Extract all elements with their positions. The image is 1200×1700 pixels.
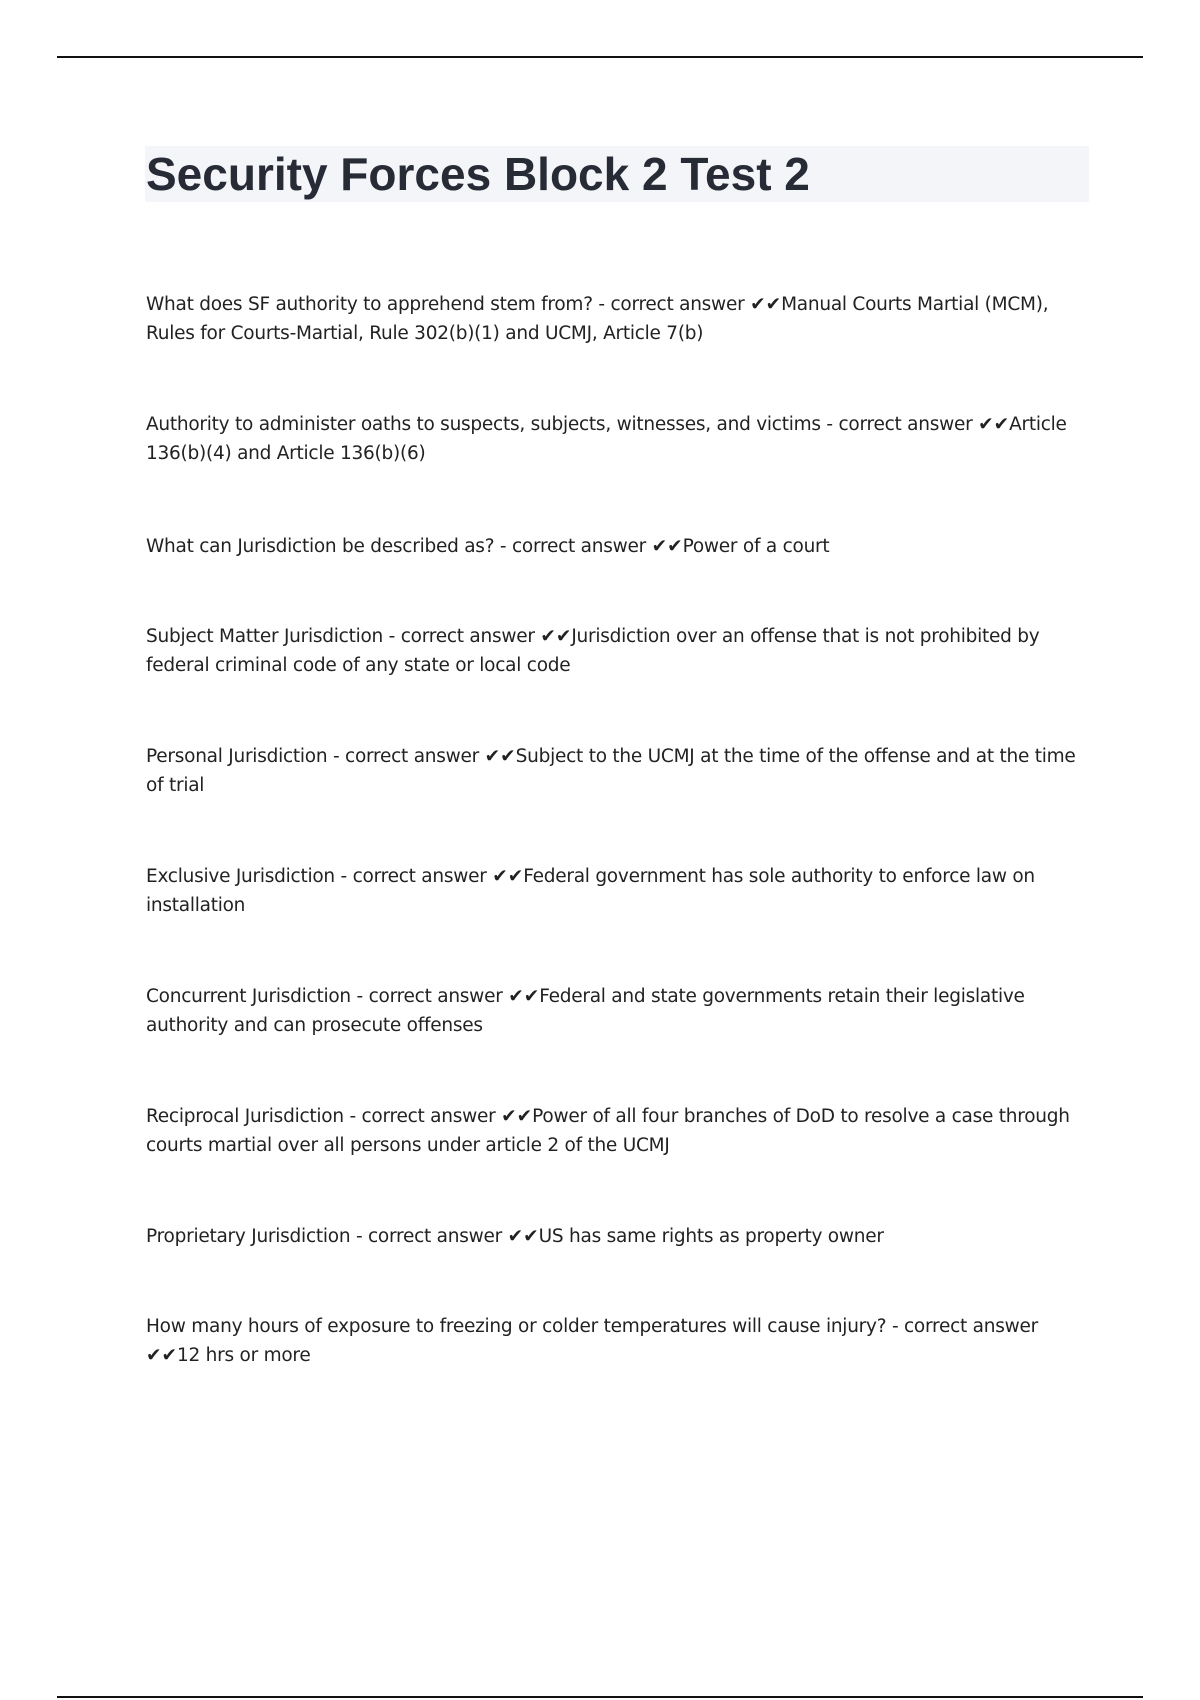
answer-separator: - correct answer (327, 746, 485, 767)
question-text: Personal Jurisdiction (146, 746, 328, 767)
qa-item (146, 742, 1086, 800)
answer-text: Subject to the UCMJ at the time of the offense and at the time of trial (146, 746, 1076, 796)
double-check-icon: ✔✔ (651, 536, 683, 557)
answer-separator: - correct answer (343, 1106, 502, 1127)
answer-separator: - correct answer (350, 986, 509, 1007)
question-text: Authority to administer oaths to suspects, subjects, witnesses, and victims (146, 414, 821, 435)
question-text: What can Jurisdiction be described as? (146, 536, 495, 557)
answer-text: Power of all four branches of DoD to resolve a case through courts martial over all persons under article 2 of the UCMJ (146, 1106, 1070, 1156)
question-text: Reciprocal Jurisdiction (146, 1106, 344, 1127)
double-check-icon: ✔✔ (492, 866, 524, 887)
answer-separator: - correct answer (350, 1226, 508, 1247)
double-check-icon: ✔✔ (540, 626, 572, 647)
answer-text: 12 hrs or more (177, 1345, 311, 1366)
qa-item (146, 622, 1086, 680)
answer-separator: - correct answer (820, 414, 979, 435)
question-text: Concurrent Jurisdiction (146, 986, 351, 1007)
qa-item (146, 410, 1086, 468)
page-title: Security Forces Block 2 Test 2 (146, 148, 810, 200)
double-check-icon: ✔✔ (501, 1106, 533, 1127)
question-text: What does SF authority to apprehend stem from? (146, 294, 593, 315)
answer-separator: - correct answer (383, 626, 541, 647)
bottom-rule (57, 1696, 1143, 1698)
question-text: Proprietary Jurisdiction (146, 1226, 351, 1247)
qa-item (146, 1102, 1086, 1160)
qa-item (146, 532, 1086, 561)
answer-text: Jurisdiction over an offense that is not prohibited by federal criminal code of any state or local code (146, 626, 1040, 676)
question-text: How many hours of exposure to freezing or colder temperatures will cause injury? (146, 1316, 887, 1337)
question-text: Exclusive Jurisdiction (146, 866, 335, 887)
answer-separator: - correct answer (592, 294, 751, 315)
answer-separator: - correct answer (334, 866, 493, 887)
answer-separator: - correct answer (886, 1316, 1038, 1337)
double-check-icon: ✔✔ (484, 746, 516, 767)
double-check-icon: ✔✔ (146, 1345, 178, 1366)
answer-text: Article 136(b)(4) and Article 136(b)(6) (146, 414, 1067, 464)
double-check-icon: ✔✔ (508, 986, 540, 1007)
answer-text: Federal government has sole authority to enforce law on installation (146, 866, 1035, 916)
answer-text: Federal and state governments retain their legislative authority and can prosecute offenses (146, 986, 1025, 1036)
double-check-icon: ✔✔ (978, 414, 1010, 435)
question-text: Subject Matter Jurisdiction (146, 626, 384, 647)
qa-item (146, 1222, 1086, 1251)
answer-separator: - correct answer (494, 536, 652, 557)
top-rule (57, 56, 1143, 58)
double-check-icon: ✔✔ (507, 1226, 539, 1247)
answer-text: US has same rights as property owner (538, 1226, 884, 1247)
qa-item (146, 982, 1086, 1040)
qa-item (146, 1312, 1086, 1370)
answer-text: Manual Courts Martial (MCM), Rules for Courts-Martial, Rule 302(b)(1) and UCMJ, Article 7(b) (146, 294, 1049, 344)
qa-item (146, 862, 1086, 920)
double-check-icon: ✔✔ (750, 294, 782, 315)
answer-text: Power of a court (682, 536, 830, 557)
qa-item (146, 290, 1086, 348)
